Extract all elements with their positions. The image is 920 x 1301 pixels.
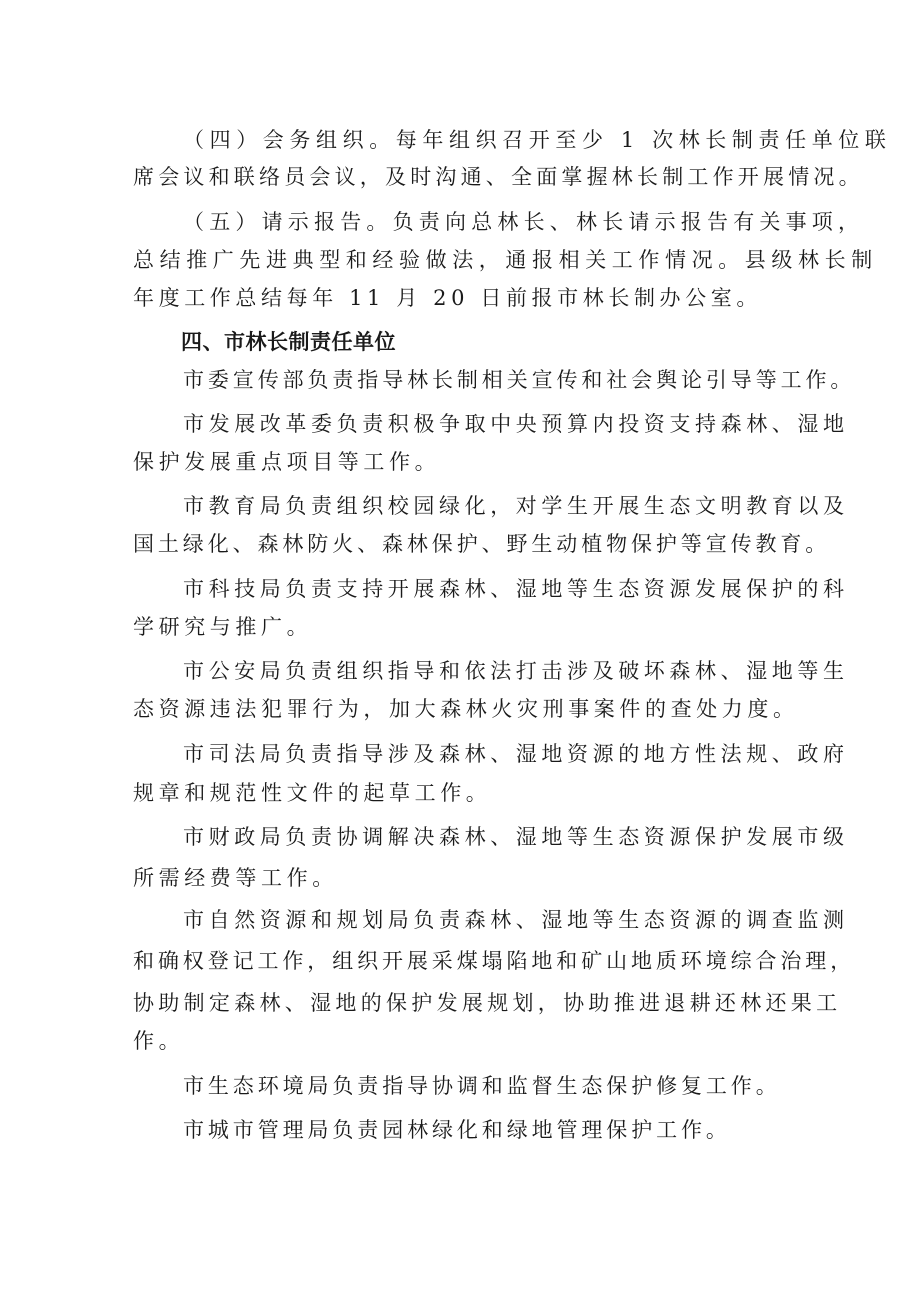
paragraph-line: 市发展改革委负责积极争取中央预算内投资支持森林、湿地 [183, 412, 849, 436]
paragraph-line: 市科技局负责支持开展森林、湿地等生态资源发展保护的科 [183, 577, 849, 601]
paragraph-line: 态资源违法犯罪行为，加大森林火灾刑事案件的查处力度。 [133, 697, 799, 721]
paragraph-line: 规章和规范性文件的起草工作。 [133, 781, 492, 805]
paragraph-line: 国土绿化、森林防火、森林保护、野生动植物保护等宣传教育。 [133, 532, 831, 556]
section-heading: 四、市林长制责任单位 [181, 330, 396, 354]
paragraph-line: 保护发展重点项目等工作。 [133, 450, 441, 474]
paragraph-line: 市城市管理局负责园林绿化和绿地管理保护工作。 [183, 1118, 731, 1142]
paragraph-line: 作。 [133, 1029, 185, 1053]
paragraph-line: 市财政局负责协调解决森林、湿地等生态资源保护发展市级 [183, 825, 849, 849]
paragraph-line: 市教育局负责组织校园绿化，对学生开展生态文明教育以及 [183, 494, 849, 518]
paragraph-line: 学研究与推广。 [133, 615, 313, 639]
paragraph-line: （五）请示报告。负责向总林长、林长请示报告有关事项， [183, 210, 865, 234]
paragraph-line: 市自然资源和规划局负责森林、湿地等生态资源的调查监测 [183, 908, 849, 932]
paragraph-line: 协助制定森林、湿地的保护发展规划，协助推进退耕还林还果工 [133, 991, 842, 1015]
paragraph-line: 市生态环境局负责指导协调和监督生态保护修复工作。 [183, 1074, 781, 1098]
paragraph-line: 和确权登记工作，组织开展采煤塌陷地和矿山地质环境综合治理， [133, 949, 856, 973]
paragraph-line: 市委宣传部负责指导林长制相关宣传和社会舆论引导等工作。 [183, 368, 856, 392]
paragraph-line: 市公安局负责组织指导和依法打击涉及破坏森林、湿地等生 [183, 659, 849, 683]
paragraph-line: 总结推广先进典型和经验做法，通报相关工作情况。县级林长制 [133, 248, 878, 272]
paragraph-line: 年度工作总结每年 11 月 20 日前报市林长制办公室。 [133, 286, 762, 310]
paragraph-line: 所需经费等工作。 [133, 866, 338, 890]
paragraph-line: 席会议和联络员会议，及时沟通、全面掌握林长制工作开展情况。 [133, 165, 864, 189]
paragraph-line: 市司法局负责指导涉及森林、湿地资源的地方性法规、政府 [183, 742, 849, 766]
paragraph-line: （四）会务组织。每年组织召开至少 1 次林长制责任单位联 [183, 128, 892, 152]
